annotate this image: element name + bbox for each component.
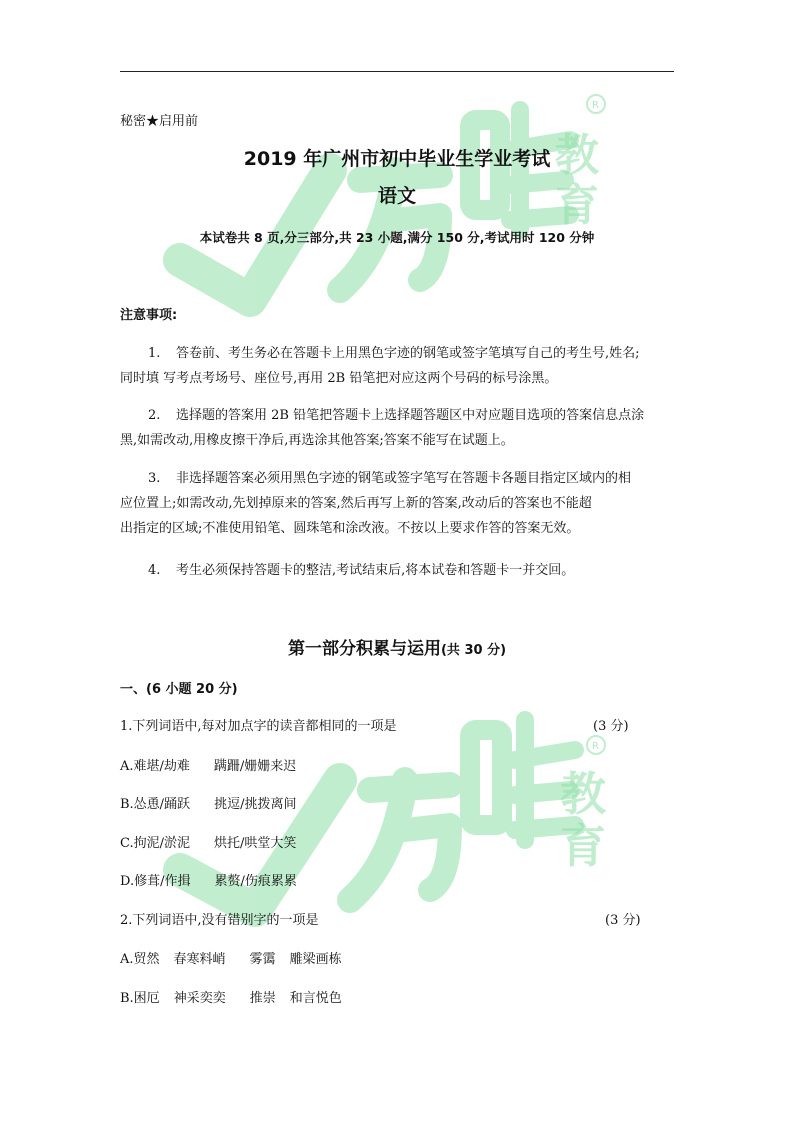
q2-option-a (120, 948, 342, 967)
option-words: 春寒料峭 (173, 952, 226, 967)
option-words: 推崇 (249, 991, 276, 1006)
option-words: D.修葺/作揖 (120, 874, 191, 889)
part1-title-text: 第一部分积累与运用 (287, 639, 441, 659)
part1-points: (共 30 分) (440, 643, 507, 658)
q1-option-c (120, 832, 296, 851)
option-words: 挑逗/挑拨离间 (214, 797, 297, 812)
note-number: 2. (148, 408, 161, 423)
q1-option-a (120, 755, 296, 774)
q1-option-d (120, 870, 297, 889)
part1-title (0, 634, 794, 659)
note-text: 出指定的区域;不准使用铅笔、圆珠笔和涂改液。不按以上要求作答的答案无效。 (120, 521, 580, 536)
question-1-prompt: 1.下列词语中,每对加点字的读音都相同的一项是 (120, 719, 397, 734)
note-text: 应位置上;如需改动,先划掉原来的答案,然后再写上新的答案,改动后的答案也不能超 (120, 496, 592, 511)
note-text: 考生必须保持答题卡的整洁,考试结束后,将本试卷和答题卡一并交回。 (176, 563, 575, 578)
question-2 (120, 909, 319, 928)
option-words: 雕梁画栋 (289, 952, 342, 967)
watermark-char-jiao-bottom: 教 (560, 767, 606, 821)
q1-option-b (120, 793, 296, 812)
option-words: 和言悦色 (289, 991, 342, 1006)
note-item-2 (120, 403, 678, 453)
exam-subject: 语文 (377, 185, 416, 207)
note-text: 同时填 写考点考场号、座位号,再用 2B 铅笔把对应这两个号码的标号涂黑。 (120, 371, 558, 386)
note-item-3 (120, 466, 678, 541)
note-text: 非选择题答案必须用黑色字迹的钢笔或签字笔写在答题卡各题目指定区域内的相 (176, 471, 632, 486)
option-words: A.难堪/劫难 (120, 759, 190, 774)
option-words: A.贸然 (120, 952, 160, 967)
watermark-char-yu-top: 育 (555, 180, 599, 231)
question-2-score: (3 分) (605, 913, 641, 928)
q2-option-b (120, 987, 342, 1006)
watermark-registered-top: R (592, 100, 599, 111)
note-text: 黑,如需改动,用橡皮擦干净后,再选涂其他答案;答案不能写在试题上。 (120, 433, 514, 448)
note-text: 答卷前、考生务必在答题卡上用黑色字迹的钢笔或签字笔填写自己的考生号,姓名; (176, 346, 640, 361)
note-item-1 (120, 341, 678, 391)
note-number: 4. (148, 563, 161, 578)
option-words: 累赘/伤痕累累 (214, 874, 297, 889)
top-rule (120, 71, 674, 72)
option-words: B.怂恿/踊跃 (120, 797, 191, 812)
watermark-registered-bottom: R (592, 741, 599, 752)
option-words: B.困厄 (120, 991, 160, 1006)
note-item-4 (148, 558, 678, 583)
exam-title: 2019 年广州市初中毕业生学业考试 (243, 148, 551, 170)
question-1 (120, 715, 397, 734)
exam-info: 本试卷共 8 页,分三部分,共 23 小题,满分 150 分,考试用时 120 分钟 (199, 230, 595, 245)
note-text: 选择题的答案用 2B 铅笔把答题卡上选择题答题区中对应题目选项的答案信息点涂 (176, 408, 645, 423)
option-words: 烘托/哄堂大笑 (214, 836, 297, 851)
option-words: C.拘泥/淤泥 (120, 836, 190, 851)
watermark-char-jiao-top: 教 (555, 130, 599, 181)
question-2-prompt: 2.下列词语中,没有错别字的一项是 (120, 913, 319, 928)
option-words: 雾霭 (249, 952, 276, 967)
notes-heading: 注意事项: (120, 308, 178, 323)
option-words: 神采奕奕 (173, 991, 226, 1006)
option-words: 蹒跚/姗姗来迟 (213, 759, 297, 774)
secret-label: 秘密★启用前 (120, 114, 199, 129)
note-number: 3. (148, 471, 161, 486)
note-number: 1. (148, 346, 161, 361)
section-heading: 一、(6 小题 20 分) (120, 682, 238, 697)
question-1-score: (3 分) (593, 719, 629, 734)
watermark-char-yu-bottom: 育 (560, 819, 606, 873)
